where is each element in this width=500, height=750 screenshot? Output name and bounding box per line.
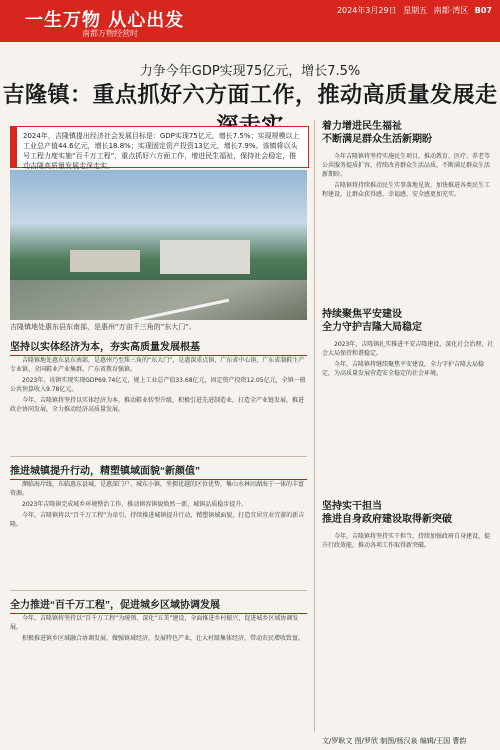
paragraph: 2023年，吉隆镇扎实推进平安吉隆建设，深化社会治理，社会大局保持和谐稳定。 — [322, 341, 494, 357]
edition-tag: 南都·湾区 — [433, 6, 469, 15]
paragraph: 濒临海岸线，东临惠东县城，是惠深门户、城东小镇，坐拥优越的区位优势，集山水林田湖海于一体的丰富资源。 — [10, 481, 305, 497]
section-body — [10, 614, 307, 732]
credits: 文/罗耿文 图/罗欣 制图/杨汉泉 编辑/王国 曹韵 — [322, 737, 467, 745]
divider — [10, 456, 307, 457]
column-divider — [314, 120, 315, 732]
paragraph: 今年，吉隆镇将坚持实干担当，持续加强政府自身建设，提升行政效能，推动各项工作取得新突破。 — [322, 533, 491, 549]
paragraph: 积极推进镇乡区域融合协调发展，做强镇域经济，发展特色产业，壮大村级集体经济，带动农民增收致富。 — [22, 635, 305, 642]
page-meta — [333, 5, 492, 16]
section-heading: 全力推进“百千万工程”，促进城乡区域协调发展 — [10, 596, 307, 611]
paragraph: 吉隆镇地处惠东县东南部，是惠州乃至珠三角的“东大门”，是惠深重点镇，广东省中心镇，广东省制鞋生产专业镇、全国鞋业产业集群，广东省教育强镇。 — [10, 357, 305, 373]
column-sub: 南都万物经营时 — [82, 29, 138, 38]
right-section-body — [322, 340, 494, 490]
paragraph: 今年，吉隆镇将坚持以实体经济为本，推动鞋业转型升级，积极引进先进制造业，打造全产业链发展，推进政企协同发展，全力推动经济高质量发展。 — [10, 397, 305, 413]
right-section-heading: 着力增进民生福祉 不断满足群众生活新期盼 — [322, 121, 432, 145]
photo-caption: 吉隆镇地处惠东县东南部，是惠州“万亩千三角的”东大门”。 — [10, 323, 196, 331]
right-column — [322, 120, 494, 730]
section-body — [10, 356, 307, 448]
summary-accent-bar — [11, 127, 17, 167]
paragraph: 2023年，该镇实现实现GDP69.74亿元，规上工业总产值33.68亿元，固定资产投资12.05亿元，全镇一般公共预算收入9.78亿元。 — [10, 377, 306, 393]
summary-box — [10, 126, 309, 168]
right-section-body — [322, 532, 494, 682]
section-heading: 推进城镇提升行动，精塑镇域面貌“新颜值” — [10, 462, 307, 477]
paragraph: 今年吉隆镇将坚持实施民生项目，推动教育、医疗、养老等公共服务提质扩容，持续改善群众生活品质，不断满足群众生活新期盼。 — [322, 153, 491, 178]
paragraph: 吉隆镇将持续推动民生实事落地见效，加快推进各类民生工程建设，让群众获得感、幸福感、安全感更加充实。 — [322, 182, 491, 198]
column-banner — [0, 0, 500, 42]
photo-building — [70, 250, 140, 272]
divider — [10, 590, 307, 591]
column-name: 一生万物 从心出发 — [25, 10, 185, 31]
page-number: B07 — [474, 6, 492, 15]
paragraph: 2023年吉隆镇完成城乡环境整治工作，推动镇容镇貌焕然一新，城镇品质稳步提升。 — [22, 501, 248, 508]
paragraph: 今年，吉隆镇将以“百千万工程”为牵引，持续推进城镇提升行动，精塑镇域面貌，打造宜居宜业宜游的新吉隆。 — [10, 512, 305, 528]
photo-building — [160, 240, 250, 274]
right-section-heading: 持续聚焦平安建设 全力守护吉隆大局稳定 — [322, 309, 422, 333]
paragraph: 今年，吉隆镇将继续聚焦平安建设，全力守护吉隆大局稳定，为高质量发展营造安全稳定的社会环境。 — [322, 361, 485, 377]
paragraph: 今年，吉隆镇将坚持以“百千万工程”为统领，深化“五美”建设，全面推进乡村振兴，促进城乡区域协调发展。 — [10, 615, 299, 631]
right-section-body — [322, 152, 494, 302]
headline-title: 吉隆镇：重点抓好六方面工作，推动高质量发展走 — [2, 82, 498, 108]
section-body — [10, 480, 307, 580]
headline-subtitle: 力争今年GDP实现75亿元，增长7.5% — [139, 64, 361, 79]
summary-text: 2024年，吉隆镇提出经济社会发展目标是：GDP实现75亿元，增长7.5%；实现规模以上工业总产值44.6亿元，增长18.8%；实现固定资产投资13亿元，增长7.9%。该镇将以头号工程力度实施“百千万工程”，重点抓好六方面工作，增进民生福祉，保持社会稳定，推动吉隆高质量发展走深走实。 — [23, 132, 300, 170]
section-heading: 坚持以实体经济为本，夯实高质量发展根基 — [10, 338, 307, 353]
photo — [10, 170, 307, 320]
weekday: 星期五 — [403, 6, 428, 15]
right-section-heading: 坚持实干担当 推进自身政府建设取得新突破 — [322, 501, 452, 525]
issue-date: 2024年3月29日 — [336, 6, 397, 15]
